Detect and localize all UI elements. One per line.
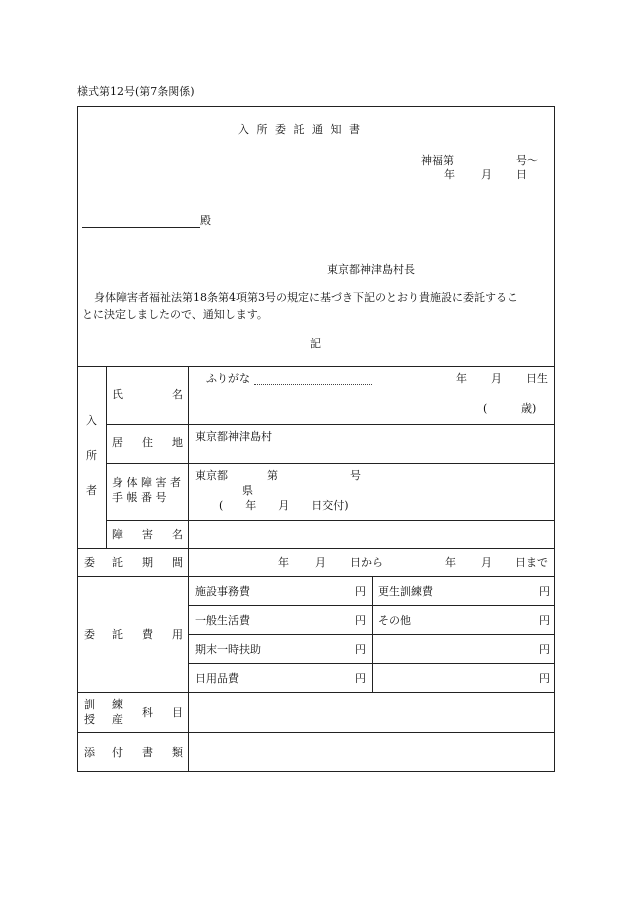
address-label-1: 居	[112, 436, 123, 449]
fee-item-rehab-training: 更生訓練費	[378, 585, 433, 598]
fees-label-4: 用	[172, 628, 183, 641]
handbook-pref-tokyo: 東京都	[195, 469, 228, 482]
addressee-honorific: 殿	[200, 214, 211, 227]
period-start-month: 月	[315, 556, 326, 569]
doc-number-suffix: 号〜	[516, 154, 538, 167]
name-label-a: 氏	[112, 388, 123, 401]
fee-yen-right-4: 円	[539, 672, 550, 685]
date-day: 日	[516, 168, 527, 181]
row-divider-handbook	[106, 463, 555, 464]
fees-label-2: 託	[112, 628, 123, 641]
fee-yen-right-2: 円	[539, 614, 550, 627]
furigana-label: ふりがな	[206, 372, 250, 385]
table-top-border	[77, 366, 555, 367]
fees-label-1: 委	[84, 628, 95, 641]
period-label-4: 間	[172, 556, 183, 569]
training-label-kun: 訓	[84, 698, 95, 711]
fee-item-term-end-aid: 期末一時扶助	[195, 643, 261, 656]
row-divider-period-top	[77, 548, 555, 549]
age-close: 歳)	[521, 402, 537, 415]
addressee-underline[interactable]	[82, 227, 200, 228]
period-label-3: 期	[142, 556, 153, 569]
row-divider-disability	[106, 520, 555, 521]
training-label-ren: 練	[112, 698, 123, 711]
disability-label-2: 害	[142, 528, 153, 541]
period-start-year: 年	[278, 556, 289, 569]
address-label-2: 住	[142, 436, 153, 449]
name-label-b: 名	[172, 388, 183, 401]
nyushosha-char-3: 者	[86, 484, 97, 497]
period-end-month: 月	[481, 556, 492, 569]
row-divider-fees-top	[77, 576, 555, 577]
handbook-issue-date: ( 年 月 日交付)	[219, 499, 349, 512]
row-divider-training-top	[77, 692, 555, 693]
birth-month: 月	[491, 372, 502, 385]
nyushosha-column-divider	[106, 366, 107, 548]
nyushosha-char-2: 所	[86, 449, 97, 462]
doc-number-label: 神福第	[421, 154, 454, 167]
training-label-san: 産	[112, 713, 123, 726]
fee-yen-left-1: 円	[355, 585, 366, 598]
disability-label-1: 障	[112, 528, 123, 541]
handbook-go: 号	[350, 469, 361, 482]
birth-day: 日生	[526, 372, 548, 385]
handbook-label-line1: 身 体 障 害 者	[112, 476, 181, 489]
row-divider-attachments-top	[77, 732, 555, 733]
period-end-day: 日まで	[515, 556, 548, 569]
fee-item-daily-goods: 日用品費	[195, 672, 239, 685]
handbook-ken: 県	[242, 484, 253, 497]
period-end-year: 年	[445, 556, 456, 569]
attachments-label-1: 添	[84, 746, 95, 759]
attachments-label-2: 付	[112, 746, 123, 759]
fee-yen-right-1: 円	[539, 585, 550, 598]
nyushosha-char-1: 入	[86, 414, 97, 427]
body-text-line2: とに決定しましたので、通知します。	[82, 308, 268, 321]
training-label-ju: 授	[84, 713, 95, 726]
fee-yen-left-2: 円	[355, 614, 366, 627]
furigana-input[interactable]	[254, 384, 372, 385]
fee-item-other: その他	[378, 614, 411, 627]
fee-yen-right-3: 円	[539, 643, 550, 656]
attachments-label-4: 類	[172, 746, 183, 759]
fee-yen-left-4: 円	[355, 672, 366, 685]
period-start-day: 日から	[350, 556, 383, 569]
sender-name: 東京都神津島村長	[327, 263, 415, 276]
body-text-line1: 身体障害者福祉法第18条第4項第3号の規定に基づき下記のとおり貴施設に委託するこ	[94, 291, 518, 304]
training-label-ka: 科	[142, 706, 153, 719]
row-divider-address	[106, 424, 555, 425]
ki-label: 記	[310, 337, 321, 350]
age-open: (	[483, 402, 488, 415]
fee-yen-left-3: 円	[355, 643, 366, 656]
fees-center-divider	[372, 576, 373, 692]
document-title: 入 所 委 託 通 知 書	[238, 123, 362, 136]
date-year: 年	[444, 168, 455, 181]
fee-item-general-living: 一般生活費	[195, 614, 250, 627]
training-label-moku: 目	[172, 706, 183, 719]
disability-label-3: 名	[172, 528, 183, 541]
period-label-2: 託	[112, 556, 123, 569]
address-value[interactable]: 東京都神津島村	[195, 430, 272, 443]
label-column-divider	[188, 366, 189, 772]
period-label-1: 委	[84, 556, 95, 569]
handbook-label-line2: 手 帳 番 号	[112, 491, 167, 504]
date-month: 月	[481, 168, 492, 181]
fee-item-facility-admin: 施設事務費	[195, 585, 250, 598]
form-number: 様式第12号(第7条関係)	[77, 85, 195, 98]
address-label-3: 地	[172, 436, 183, 449]
handbook-dai: 第	[267, 469, 278, 482]
birth-year: 年	[456, 372, 467, 385]
fees-label-3: 費	[142, 628, 153, 641]
attachments-label-3: 書	[142, 746, 153, 759]
